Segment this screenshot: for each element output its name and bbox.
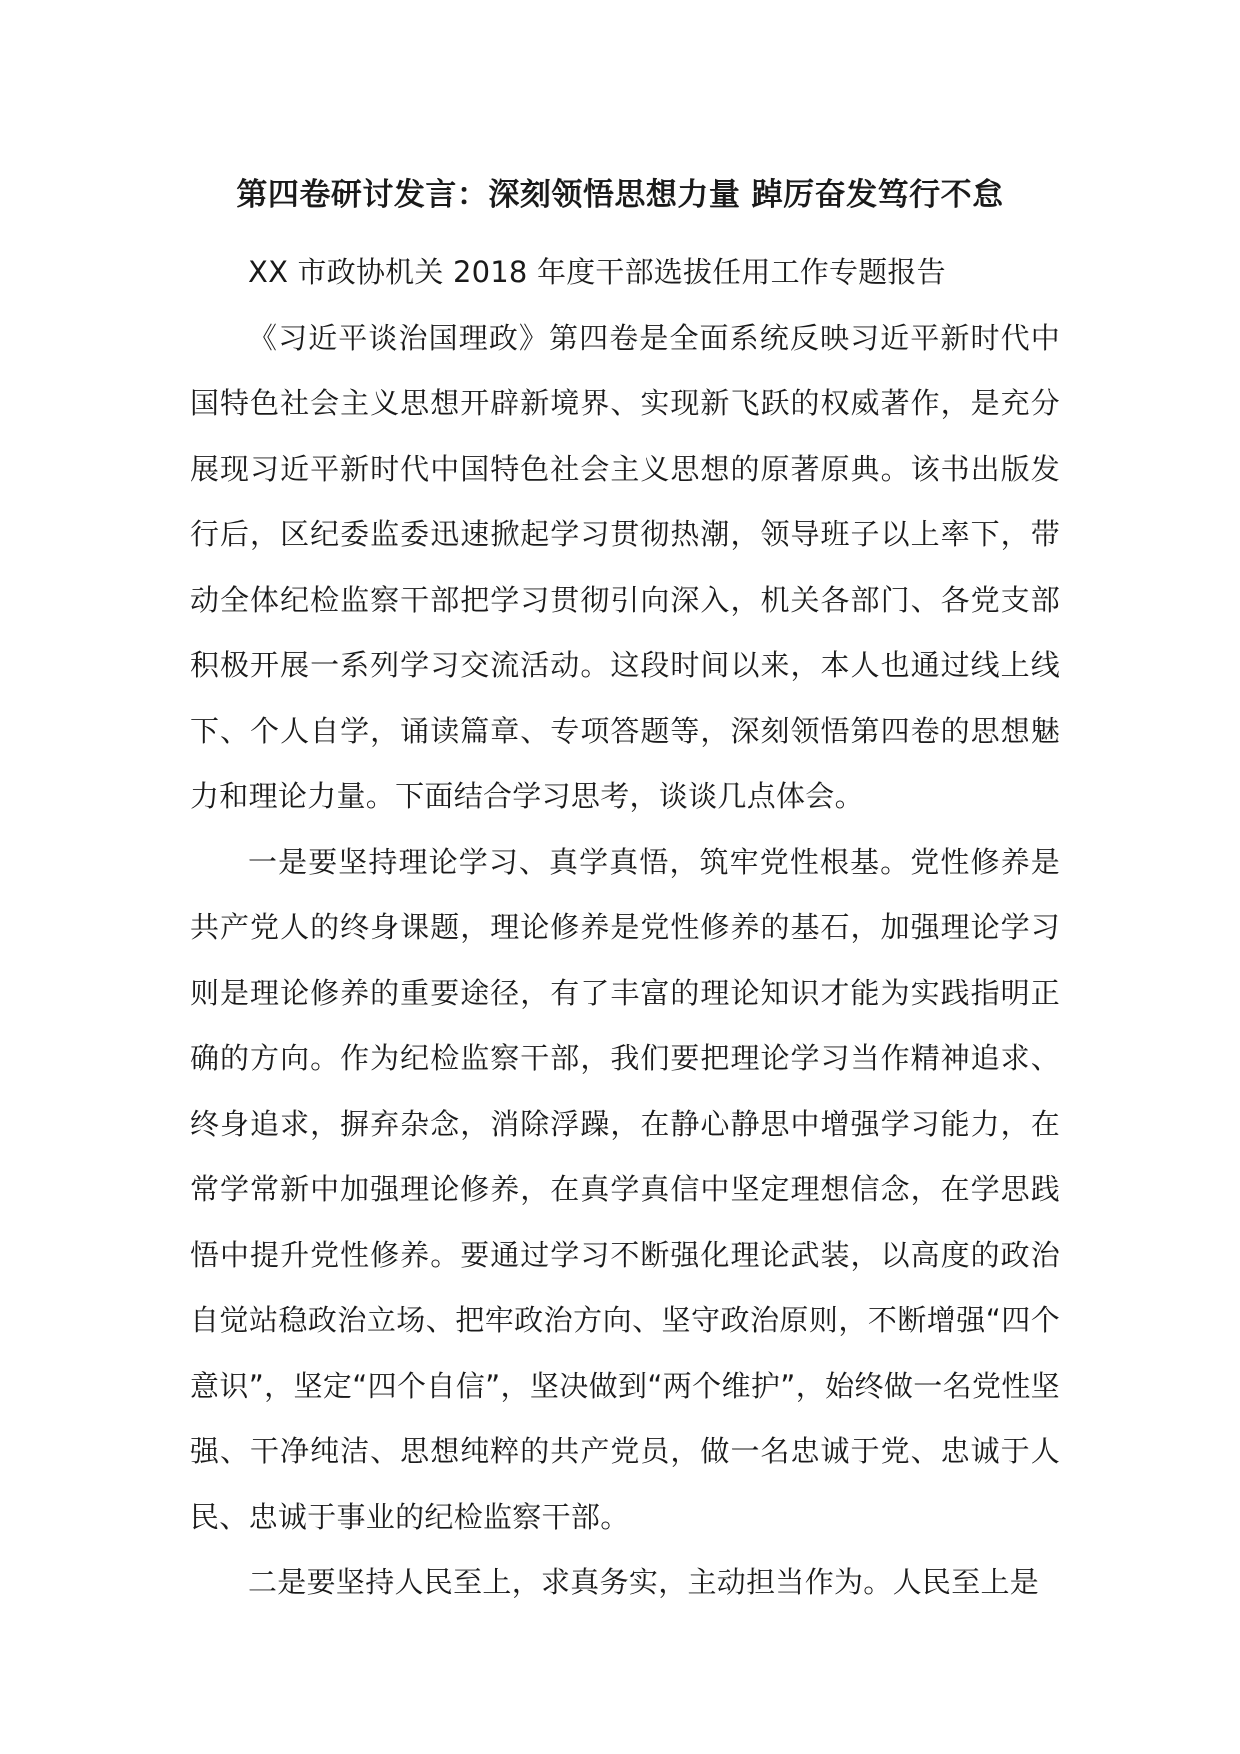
- document-body: [190, 240, 1060, 1616]
- paragraph-intro: 《习近平谈治国理政》第四卷是全面系统反映习近平新时代中国特色社会主义思想开辟新境界、实现新飞跃的权威著作，是充分展现习近平新时代中国特色社会主义思想的原著原典。该书出版发行后，区纪委监委迅速掀起学习贯彻热潮，领导班子以上率下，带动全体纪检监察干部把学习贯彻引向深入，机关各部门、各党支部积极开展一系列学习交流活动。这段时间以来，本人也通过线上线下、个人自学，诵读篇章、专项答题等，深刻领悟第四卷的思想魅力和理论力量。下面结合学习思考，谈谈几点体会。: [190, 320, 1060, 813]
- document-title: 第四卷研讨发言：深刻领悟思想力量 踔厉奋发笃行不怠: [236, 177, 1004, 213]
- document-subtitle: XX 市政协机关 2018 年度干部选拔任用工作专题报告: [248, 255, 946, 289]
- paragraph-point-one: 一是要坚持理论学习、真学真悟，筑牢党性根基。党性修养是共产党人的终身课题，理论修养是党性修养的基石，加强理论学习则是理论修养的重要途径，有了丰富的理论知识才能为实践指明正确的方向。作为纪检监察干部，我们要把理论学习当作精神追求、终身追求，摒弃杂念，消除浮躁，在静心静思中增强学习能力，在常学常新中加强理论修养，在真学真信中坚定理想信念，在学思践悟中提升党性修养。要通过学习不断强化理论武装，以高度的政治自觉站稳政治立场、把牢政治方向、坚守政治原则，不断增强“四个意识”，坚定“四个自信”，坚决做到“两个维护”，始终做一名党性坚强、干净纯洁、思想纯粹的共产党员，做一名忠诚于党、忠诚于人民、忠诚于事业的纪检监察干部。: [190, 844, 1060, 1534]
- paragraph-point-two: 二是要坚持人民至上，求真务实，主动担当作为。人民至上是: [248, 1565, 1040, 1599]
